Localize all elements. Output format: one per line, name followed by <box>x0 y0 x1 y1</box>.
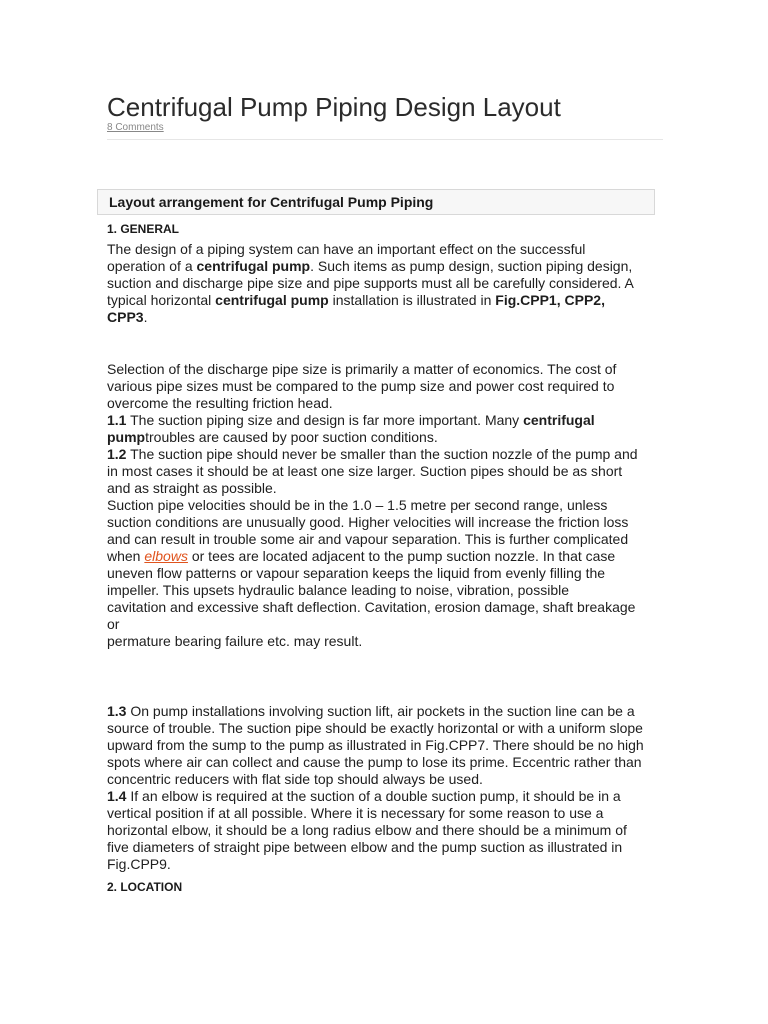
text: permature bearing failure etc. may result. <box>107 633 363 649</box>
text: Suction pipe velocities should be in the 1.0 – 1.5 metre per second range, unless <box>107 497 608 513</box>
text: Selection of the discharge pipe size is primarily a matter of economics. The cost of <box>107 361 617 377</box>
text: or <box>107 616 120 632</box>
bold-text: CPP3 <box>107 309 144 325</box>
text: in most cases it should be at least one size larger. Suction pipes should be as short <box>107 463 623 479</box>
text: and can result in trouble some air and vapour separation. This is further complicated <box>107 531 629 547</box>
text: troubles are caused by poor suction conditions. <box>145 429 438 445</box>
text: operation of a <box>107 258 197 274</box>
bold-text: centrifugal <box>523 412 595 428</box>
heading-location: 2. LOCATION <box>107 880 183 894</box>
text: horizontal elbow, it should be a long radius elbow and there should be a minimum of <box>107 822 627 838</box>
clause-number: 1.3 <box>107 703 127 719</box>
text: uneven flow patterns or vapour separation keeps the liquid from evenly filling the <box>107 565 606 581</box>
heading-general: 1. GENERAL <box>107 222 180 236</box>
comments-link[interactable]: 8 Comments <box>107 122 164 133</box>
text: suction and discharge pipe size and pipe supports must all be carefully considered. A <box>107 275 634 291</box>
text: The suction pipe should never be smaller than the suction nozzle of the pump and <box>126 446 638 462</box>
bold-text: centrifugal pump <box>196 258 311 274</box>
paragraph-suction <box>107 361 667 650</box>
text: The design of a piping system can have an important effect on the successful <box>107 241 586 257</box>
text: . <box>143 309 148 325</box>
paragraph-general <box>107 241 667 326</box>
text: suction conditions are unusually good. Higher velocities will increase the friction loss <box>107 514 629 530</box>
text: five diameters of straight pipe between elbow and the pump suction as illustrated in <box>107 839 623 855</box>
section-header-box <box>97 189 655 215</box>
clause-number: 1.1 <box>107 412 127 428</box>
clause-number: 1.4 <box>107 788 127 804</box>
text: upward from the sump to the pump as illustrated in Fig.CPP7. There should be no high <box>107 737 644 753</box>
text: and as straight as possible. <box>107 480 277 496</box>
text: various pipe sizes must be compared to the pump size and power cost required to <box>107 378 615 394</box>
elbows-link[interactable]: elbows <box>144 548 188 564</box>
page-title: Centrifugal Pump Piping Design Layout <box>107 92 561 122</box>
text: The suction piping size and design is far more important. Many <box>126 412 524 428</box>
text: On pump installations involving suction lift, air pockets in the suction line can be a <box>126 703 635 719</box>
section-title: Layout arrangement for Centrifugal Pump Piping <box>109 194 434 210</box>
text: installation is illustrated in <box>328 292 496 308</box>
text: If an elbow is required at the suction of a double suction pump, it should be in a <box>126 788 621 804</box>
text: or tees are located adjacent to the pump suction nozzle. In that case <box>187 548 616 564</box>
paragraph-suction-lift <box>107 703 667 873</box>
title-divider <box>107 139 663 140</box>
text: spots where air can collect and cause the pump to lose its prime. Eccentric rather than <box>107 754 642 770</box>
bold-text: Fig.CPP1, CPP2, <box>495 292 605 308</box>
text: vertical position if at all possible. Where it is necessary for some reason to use a <box>107 805 604 821</box>
text: typical horizontal <box>107 292 216 308</box>
text: when <box>107 548 145 564</box>
text: cavitation and excessive shaft deflection. Cavitation, erosion damage, shaft breakage <box>107 599 636 615</box>
clause-number: 1.2 <box>107 446 127 462</box>
text: overcome the resulting friction head. <box>107 395 333 411</box>
text: source of trouble. The suction pipe should be exactly horizontal or with a uniform slope <box>107 720 643 736</box>
bold-text: pump <box>107 429 146 445</box>
bold-text: centrifugal pump <box>215 292 329 308</box>
text: Fig.CPP9. <box>107 856 171 872</box>
text: . Such items as pump design, suction piping design, <box>310 258 633 274</box>
text: impeller. This upsets hydraulic balance leading to noise, vibration, possible <box>107 582 570 598</box>
text: concentric reducers with flat side top should always be used. <box>107 771 483 787</box>
